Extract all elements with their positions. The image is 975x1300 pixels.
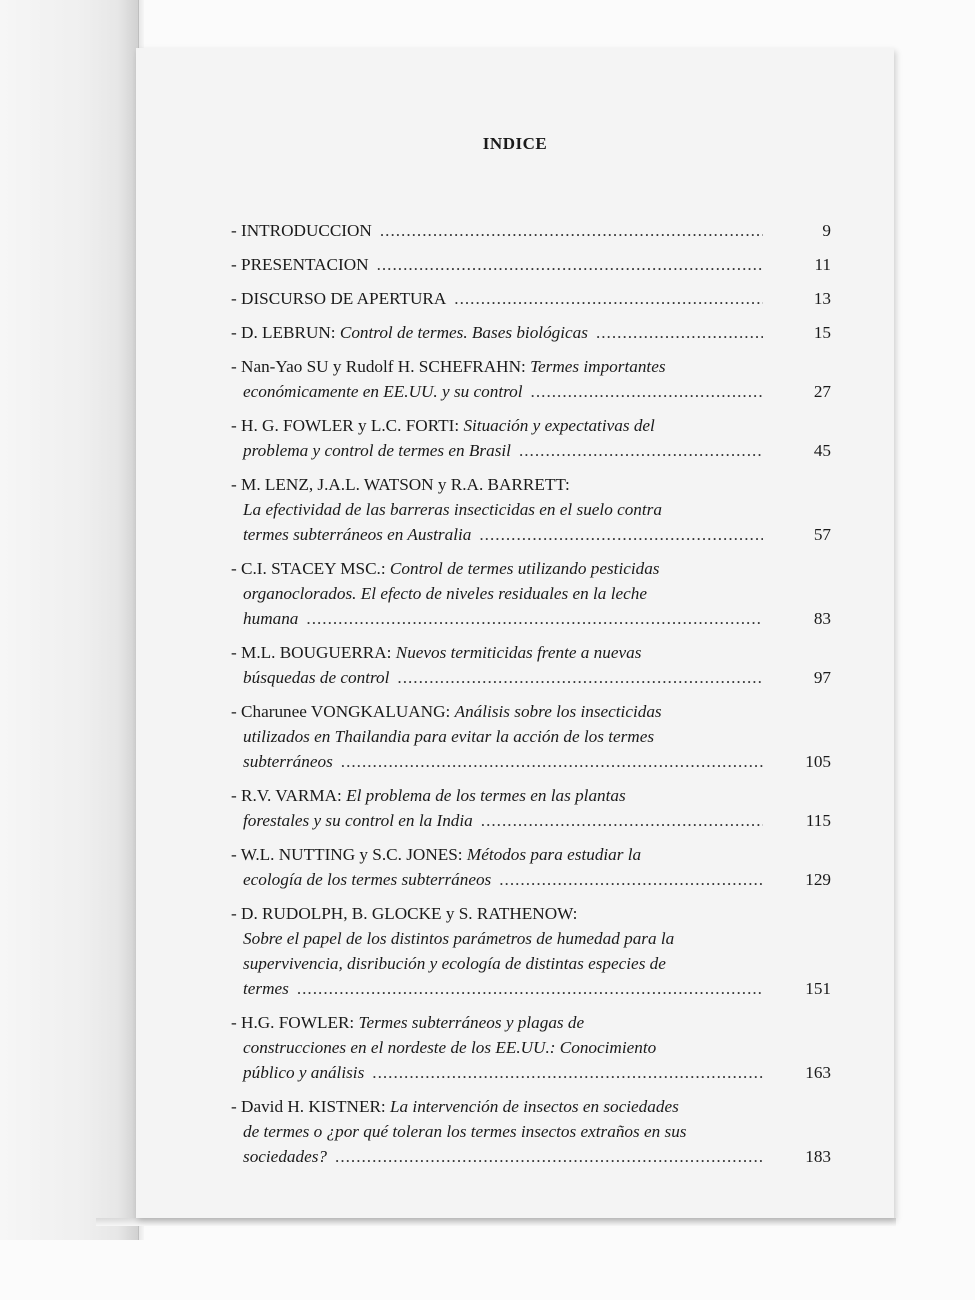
page-title: INDICE (482, 134, 548, 153)
toc-entry (231, 699, 831, 774)
entry-author: DISCURSO DE APERTURA (241, 289, 447, 308)
entry-author: H. G. FOWLER y L.C. FORTI: (241, 416, 460, 435)
entry-dash: - (231, 416, 242, 435)
entry-author: D. RUDOLPH, B. GLOCKE y S. RATHENOW: (241, 904, 578, 923)
entry-page-number: 105 (805, 752, 831, 771)
entry-dash: - (231, 289, 242, 308)
entry-title-line: humana (243, 609, 299, 628)
entry-author: M. LENZ, J.A.L. WATSON y R.A. BARRETT: (241, 475, 570, 494)
toc-entry (231, 901, 831, 1001)
dot-leader (596, 320, 763, 345)
entry-dash: - (231, 643, 242, 662)
entry-title-line: organoclorados. El efecto de niveles residuales en la leche (243, 584, 647, 603)
toc-entry (231, 472, 831, 547)
toc-entry (231, 218, 831, 243)
dot-leader (306, 606, 763, 631)
entry-page-number: 183 (805, 1147, 831, 1166)
entry-author: R.V. VARMA: (241, 786, 342, 805)
entry-title-line: Nuevos termiticidas frente a nuevas (395, 643, 642, 662)
entry-title: Control de termes. Bases biológicas (339, 323, 588, 342)
dot-leader (377, 252, 763, 277)
entry-title-line: La intervención de insectos en sociedades (389, 1097, 679, 1116)
dot-leader (297, 976, 763, 1001)
dot-leader (499, 867, 763, 892)
entry-author: W.L. NUTTING y S.C. JONES: (240, 845, 463, 864)
dot-leader (397, 665, 763, 690)
dot-leader (380, 218, 763, 243)
entry-title-line: problema y control de termes en Brasil (243, 441, 511, 460)
entry-author: M.L. BOUGUERRA: (241, 643, 392, 662)
entry-dash: - (231, 1097, 242, 1116)
entry-dash: - (231, 323, 242, 342)
entry-title-line: utilizados en Thailandia para evitar la acción de los termes (243, 727, 655, 746)
toc-entry (231, 1094, 831, 1169)
entry-page-number: 45 (813, 441, 831, 460)
entry-title-line: búsquedas de control (243, 668, 390, 687)
dot-leader (481, 808, 763, 833)
entry-title-line: La efectividad de las barreras insecticidas en el suelo contra (243, 500, 662, 519)
entry-author: C.I. STACEY MSC.: (241, 559, 386, 578)
entry-page-number: 11 (814, 255, 831, 274)
entry-dash: - (231, 786, 242, 805)
toc-entry (231, 556, 831, 631)
entry-author: D. LEBRUN: (241, 323, 336, 342)
dot-leader (341, 749, 763, 774)
entry-dash: - (231, 357, 242, 376)
toc-entry (231, 413, 831, 463)
entry-author: Nan-Yao SU y Rudolf H. SCHEFRAHN: (241, 357, 526, 376)
entry-page-number: 151 (805, 979, 831, 998)
entry-title-line: El problema de los termes en las plantas (346, 786, 626, 805)
toc-entry (231, 286, 831, 311)
entry-dash: - (231, 702, 242, 721)
dot-leader (531, 379, 763, 404)
entry-title-line: subterráneos (243, 752, 333, 771)
entry-title-line: Termes importantes (530, 357, 666, 376)
entry-author: INTRODUCCION (241, 221, 372, 240)
dot-leader (335, 1144, 763, 1169)
entry-title-line: Métodos para estudiar la (466, 845, 642, 864)
entry-dash: - (231, 559, 242, 578)
entry-page-number: 15 (813, 323, 831, 342)
toc-entry (231, 252, 831, 277)
entry-author: David H. KISTNER: (241, 1097, 386, 1116)
entry-title-line: público y análisis (243, 1063, 365, 1082)
toc-entry (231, 783, 831, 833)
dot-leader (454, 286, 763, 311)
entry-title-line: económicamente en EE.UU. y su control (243, 382, 523, 401)
dot-leader (479, 522, 763, 547)
table-of-contents (231, 218, 831, 1178)
entry-dash: - (231, 1013, 242, 1032)
entry-title-line: sociedades? (243, 1147, 328, 1166)
entry-title-line: ecología de los termes subterráneos (243, 870, 492, 889)
entry-page-number: 129 (805, 870, 831, 889)
entry-page-number: 115 (805, 811, 831, 830)
toc-entry (231, 320, 831, 345)
entry-page-number: 97 (813, 668, 831, 687)
entry-dash: - (231, 904, 242, 923)
entry-page-number: 27 (813, 382, 831, 401)
entry-page-number: 57 (813, 525, 831, 544)
entry-title-line: de termes o ¿por qué toleran los termes insectos extraños en sus (243, 1122, 687, 1141)
entry-dash: - (231, 255, 242, 274)
entry-author: H.G. FOWLER: (241, 1013, 355, 1032)
entry-page-number: 83 (813, 609, 831, 628)
entry-title-line: Termes subterráneos y plagas de (358, 1013, 585, 1032)
entry-title-line: forestales y su control en la India (243, 811, 473, 830)
book-page (136, 48, 894, 1218)
entry-title-line: termes subterráneos en Australia (243, 525, 472, 544)
toc-entry (231, 842, 831, 892)
toc-entry (231, 1010, 831, 1085)
entry-page-number: 163 (805, 1063, 831, 1082)
entry-title-line: termes (243, 979, 289, 998)
entry-title-line: supervivencia, disribución y ecología de distintas especies de (243, 954, 666, 973)
entry-dash: - (231, 475, 242, 494)
entry-dash: - (231, 221, 242, 240)
entry-title-line: Sobre el papel de los distintos parámetros de humedad para la (243, 929, 675, 948)
entry-dash: - (231, 845, 241, 864)
dot-leader (519, 438, 763, 463)
toc-entry (231, 640, 831, 690)
entry-title-line: Análisis sobre los insecticidas (454, 702, 662, 721)
entry-page-number: 13 (813, 289, 831, 308)
page-edge (96, 1218, 896, 1226)
entry-title-line: construcciones en el nordeste de los EE.UU.: Conocimiento (243, 1038, 657, 1057)
toc-entry (231, 354, 831, 404)
entry-title-line: Control de termes utilizando pesticidas (389, 559, 660, 578)
entry-author: PRESENTACION (241, 255, 369, 274)
entry-title-line: Situación y expectativas del (463, 416, 655, 435)
entry-author: Charunee VONGKALUANG: (241, 702, 451, 721)
dot-leader (372, 1060, 763, 1085)
entry-page-number: 9 (822, 221, 831, 240)
